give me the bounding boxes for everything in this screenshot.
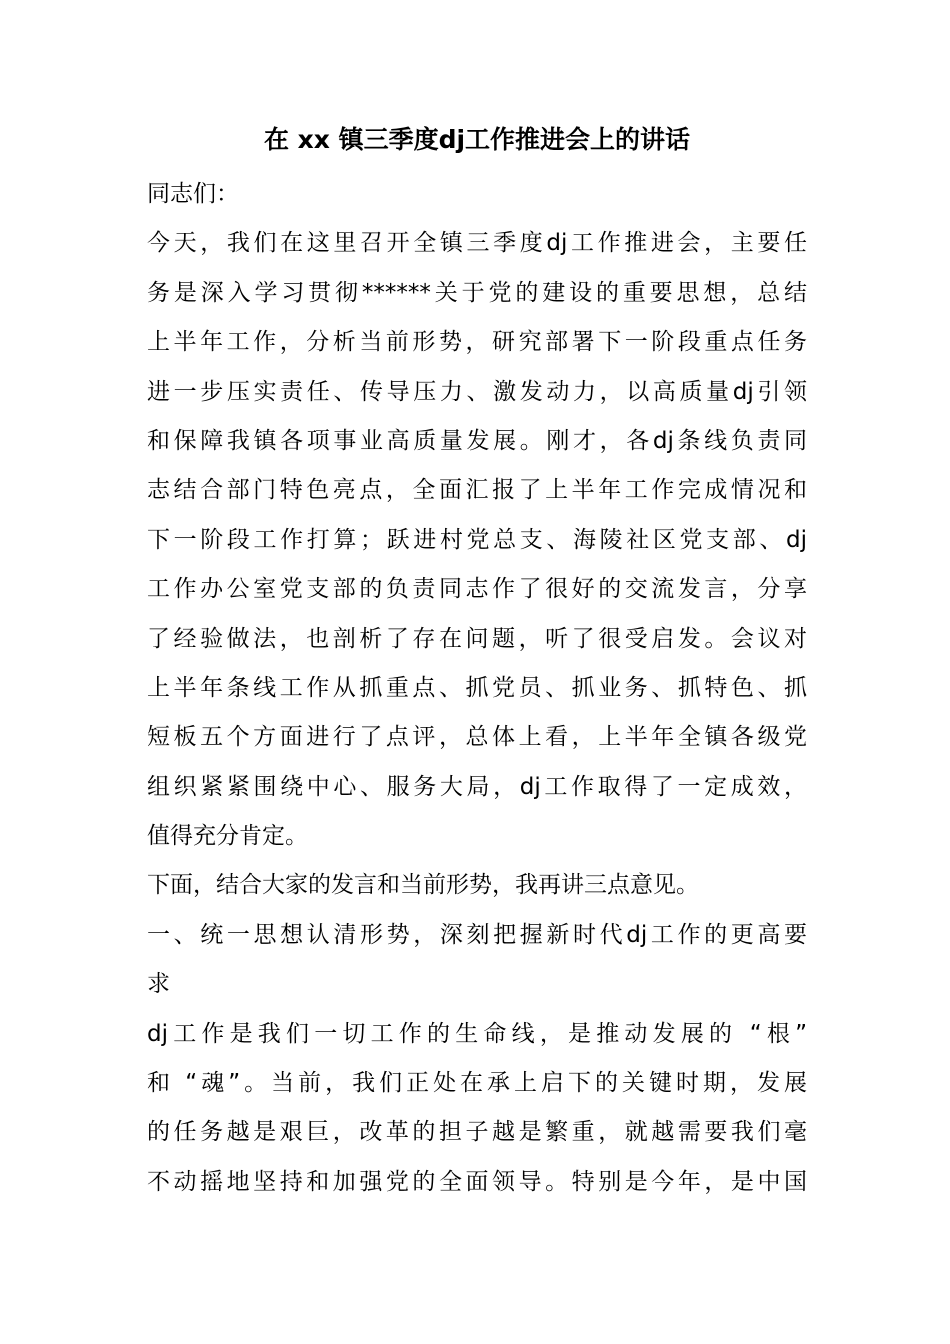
salutation-line: 同志们： (147, 181, 239, 207)
text-line: 工作办公室党支部的负责同志作了很好的交流发言，分享 (147, 576, 807, 603)
text-line: 和保障我镇各项事业高质量发展。刚才，各dj条线负责同 (147, 427, 807, 454)
text-line: dj工作是我们一切工作的生命线，是推动发展的 “根” (147, 1020, 807, 1047)
text-line: 和 “魂”。当前，我们正处在承上启下的关键时期，发展 (147, 1070, 807, 1097)
text-line: 务是深入学习贯彻******关于党的建设的重要思想，总结 (147, 279, 807, 306)
text-line: 短板五个方面进行了点评，总体上看，上半年全镇各级党 (147, 724, 807, 751)
text-line: 进一步压实责任、传导压力、激发动力，以高质量dj引领 (147, 378, 807, 405)
text-line: 今天，我们在这里召开全镇三季度dj工作推进会，主要任 (147, 230, 807, 257)
text-line: 的任务越是艰巨，改革的担子越是繁重，就越需要我们毫 (147, 1119, 807, 1146)
text-line: 组织紧紧围绕中心、服务大局，dj工作取得了一定成效， (147, 773, 807, 800)
text-line: 了经验做法，也剖析了存在问题，听了很受启发。会议对 (147, 625, 807, 652)
document-body (147, 170, 807, 1207)
section-heading-line: 一、统一思想认清形势，深刻把握新时代dj工作的更高要 (147, 921, 807, 948)
text-line: 下一阶段工作打算；跃进村党总支、海陵社区党支部、dj (147, 526, 807, 553)
section-heading-line: 求 (147, 971, 170, 998)
text-line: 上半年工作，分析当前形势，研究部署下一阶段重点任务 (147, 329, 807, 356)
text-line: 上半年条线工作从抓重点、抓党员、抓业务、抓特色、抓 (147, 674, 807, 701)
document-title: 在 xx 镇三季度dj工作推进会上的讲话 (263, 125, 691, 154)
text-line: 不动摇地坚持和加强党的全面领导。特别是今年，是中国 (147, 1168, 807, 1195)
text-line: 志结合部门特色亮点，全面汇报了上半年工作完成情况和 (147, 477, 807, 504)
text-line: 下面，结合大家的发言和当前形势，我再讲三点意见。 (147, 872, 699, 899)
text-line: 值得充分肯定。 (147, 823, 308, 850)
